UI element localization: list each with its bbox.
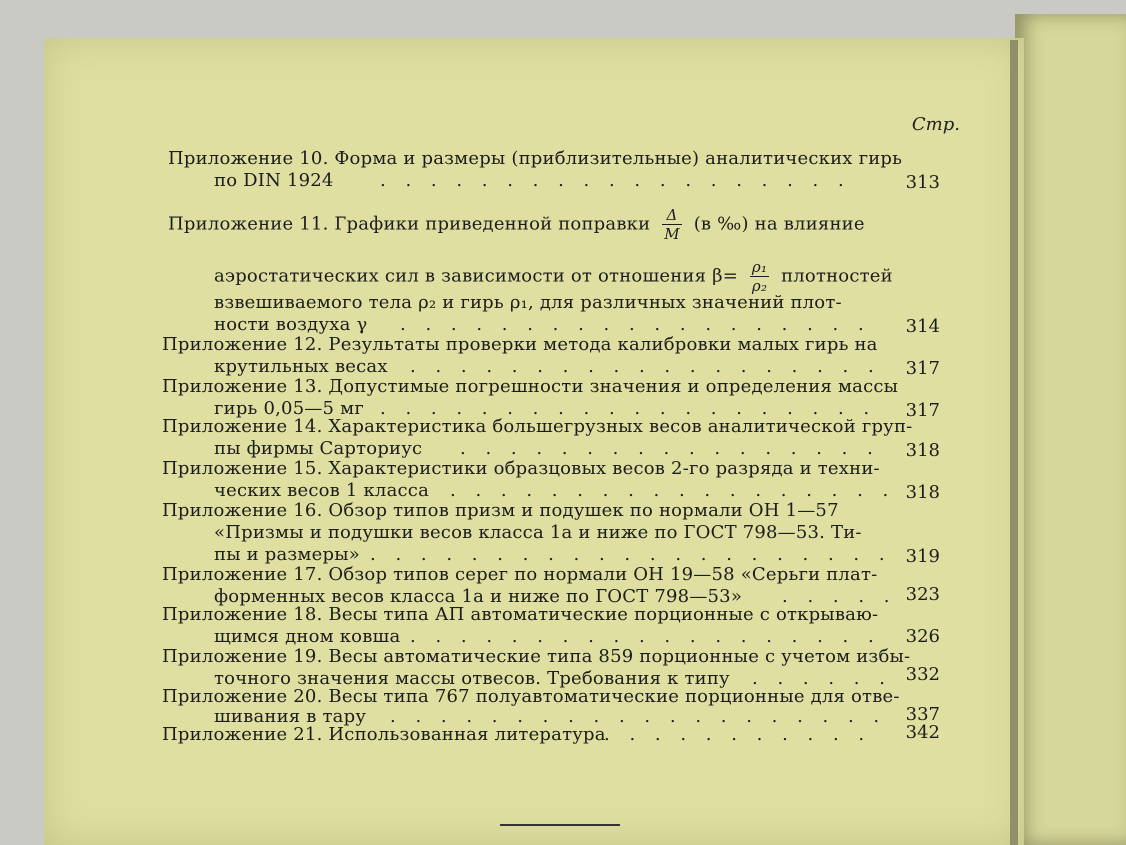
toc-entry-11-line1b: (в ‰) на влияние [693,213,865,235]
fraction-delta-over-m [662,206,682,243]
toc-entry-11-page: 314 [905,316,940,337]
toc-entry-18-line2: щимся дном ковша [214,626,401,647]
toc-entry-10-line2: по DIN 1924 [214,170,334,191]
toc-entry-11-line1a: Приложение 11. Графики приведенной поправки [168,213,651,235]
fraction-denominator: ρ₂ [751,277,768,295]
toc-entry-17-line1: Приложение 17. Обзор типов серег по нормали ОН 19—58 «Серьги плат- [162,564,878,585]
toc-entry-16-line2: «Призмы и подушки весов класса 1а и ниже по ГОСТ 798—53. Ти- [214,522,862,543]
toc-entry-20-line1: Приложение 20. Весы типа 767 полуавтоматические порционные для отве- [162,686,900,707]
toc-entry-11-line1 [168,206,865,243]
toc-entry-15-page: 318 [905,482,940,503]
toc-entry-11-line2a: аэростатических сил в зависимости от отношения β= [214,265,738,287]
toc-entry-20-line2: шивания в тару [214,706,367,727]
fraction-numerator: Δ [662,206,682,225]
page-column-header: Стр. [911,114,960,135]
toc-entry-20-page: 337 [905,704,940,725]
toc-entry-15-line1: Приложение 15. Характеристики образцовых весов 2-го разряда и техни- [162,458,880,479]
toc-entry-18-page: 326 [905,626,940,647]
dot-leader: . . . . . . . . . . . . . . . . . . [450,480,896,501]
toc-entry-17-page: 323 [905,584,940,605]
dot-leader: . . . . . . . . . . . . . . . . . . . . [390,706,887,727]
toc-entry-13-line2: гирь 0,05—5 мг [214,398,364,419]
toc-entry-10-page: 313 [905,172,940,193]
toc-entry-16-page: 319 [905,546,940,567]
toc-entry-16-line3: пы и размеры» [214,544,360,565]
toc-entry-12-page: 317 [905,358,940,379]
toc-entry-13-line1: Приложение 13. Допустимые погрешности значения и определения массы [162,376,899,397]
dot-leader: . . . . . . . . . . . . . . . . . . . [410,356,881,377]
toc-entry-13-page: 317 [905,400,940,421]
toc-entry-12-line1: Приложение 12. Результаты проверки метода калибровки малых гирь на [162,334,878,355]
toc-entry-21-line1: Приложение 21. Использованная литература [162,724,606,745]
toc-entry-21-page: 342 [905,722,940,743]
toc-entry-12-line2: крутильных весах [214,356,388,377]
toc-entry-14-page: 318 [905,440,940,461]
toc-entry-10-line1: Приложение 10. Форма и размеры (приблизительные) аналитических гирь [168,148,903,169]
dot-leader: . . . . . . . . . . . . . . . . . . . . . [370,544,892,565]
dot-leader: . . . . . . . . . . . . . . . . . [460,438,880,459]
dot-leader: . . . . . . . . . . . . . . . . . . . [400,314,871,335]
dot-leader: . . . . . . [752,668,892,689]
toc-entry-19-line1: Приложение 19. Весы автоматические типа 859 порционные с учетом избы- [162,646,911,667]
toc-entry-11-line3: взвешиваемого тела ρ₂ и гирь ρ₁, для различных значений плот- [214,292,842,313]
toc-entry-18-line1: Приложение 18. Весы типа АП автоматические порционные с открываю- [162,604,879,625]
toc-entry-11-line2b: плотностей [781,265,893,287]
toc-entry-16-line1: Приложение 16. Обзор типов призм и подушек по нормали ОН 1—57 [162,500,839,521]
toc-entry-19-page: 332 [905,664,940,685]
toc-entry-11-line4: ности воздуха γ [214,314,368,335]
toc-entry-11-line2 [214,258,893,295]
dot-leader: . . . . . [782,586,897,607]
fraction-numerator: ρ₁ [751,258,768,276]
dot-leader: . . . . . . . . . . . . . . . . . . . . [380,398,877,419]
toc-entry-15-line2: ческих весов 1 класса [214,480,429,501]
toc-entry-17-line2: форменных весов класса 1а и ниже по ГОСТ 798—53» [214,586,743,607]
dot-leader: . . . . . . . . . . . . . . . . . . . [410,626,881,647]
toc-entry-14-line2: пы фирмы Сарториус [214,438,423,459]
toc-entry-19-line2: точного значения массы отвесов. Требования к типу [214,668,730,689]
fraction-rho [750,258,769,295]
bottom-rule [500,824,620,826]
dot-leader: . . . . . . . . . . . . . . . . . . . [380,170,851,191]
toc-entry-14-line1: Приложение 14. Характеристика большегрузных весов аналитической груп- [162,416,913,437]
fraction-denominator: M [664,225,680,243]
dot-leader: . . . . . . . . . . . [604,724,872,745]
